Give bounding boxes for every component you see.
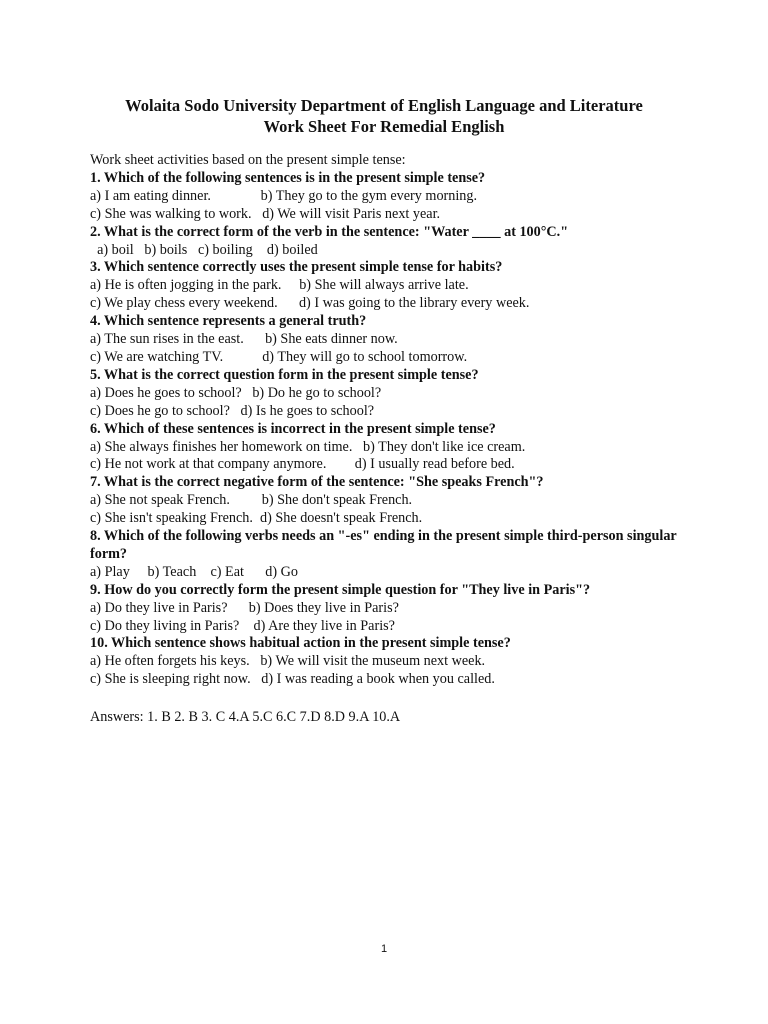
worksheet-title: Work Sheet For Remedial English xyxy=(263,117,505,136)
question-7: 7. What is the correct negative form of the sentence: "She speaks French"? xyxy=(90,474,544,491)
question-1: 1. Which of the following sentences is in the present simple tense? xyxy=(90,169,486,186)
question-5-options-row-1: a) Does he goes to school? b) Do he go to school? xyxy=(90,384,382,401)
question-2: 2. What is the correct form of the verb in the sentence: "Water ____ at 100°C." xyxy=(90,223,569,240)
intro-text: Work sheet activities based on the present simple tense: xyxy=(90,152,406,168)
question-3-options-row-1: a) He is often jogging in the park. b) She will always arrive late. xyxy=(90,277,469,294)
question-4: 4. Which sentence represents a general truth? xyxy=(90,313,367,330)
question-9-options-row-1: a) Do they live in Paris? b) Does they live in Paris? xyxy=(90,599,399,616)
question-1-options-row-2: c) She was walking to work. d) We will visit Paris next year. xyxy=(90,205,441,222)
question-10-options-row-1: a) He often forgets his keys. b) We will visit the museum next week. xyxy=(90,653,486,670)
question-8-options-row-1: a) Play b) Teach c) Eat d) Go xyxy=(90,563,298,580)
question-2-options-row-1: a) boil b) boils c) boiling d) boiled xyxy=(90,241,318,258)
answer-key: Answers: 1. B 2. B 3. C 4.A 5.C 6.C 7.D 8.D 9.A 10.A xyxy=(90,709,401,725)
question-9: 9. How do you correctly form the present simple question for "They live in Paris"? xyxy=(90,581,591,598)
question-10: 10. Which sentence shows habitual action in the present simple tense? xyxy=(90,635,511,652)
question-3: 3. Which sentence correctly uses the present simple tense for habits? xyxy=(90,259,503,276)
question-4-options-row-2: c) We are watching TV. d) They will go to school tomorrow. xyxy=(90,348,468,365)
question-3-options-row-2: c) We play chess every weekend. d) I was going to the library every week. xyxy=(90,295,530,312)
question-6-options-row-2: c) He not work at that company anymore. d) I usually read before bed. xyxy=(90,456,515,473)
page-number: 1 xyxy=(380,943,388,955)
question-6: 6. Which of these sentences is incorrect in the present simple tense? xyxy=(90,420,496,437)
question-4-options-row-1: a) The sun rises in the east. b) She eats dinner now. xyxy=(90,331,398,348)
university-title: Wolaita Sodo University Department of English Language and Literature xyxy=(125,96,643,115)
question-7-options-row-1: a) She not speak French. b) She don't speak French. xyxy=(90,492,413,509)
question-5-options-row-2: c) Does he go to school? d) Is he goes to school? xyxy=(90,402,375,419)
question-9-options-row-2: c) Do they living in Paris? d) Are they live in Paris? xyxy=(90,617,395,634)
question-1-options-row-1: a) I am eating dinner. b) They go to the gym every morning. xyxy=(90,187,478,204)
question-7-options-row-2: c) She isn't speaking French. d) She doesn't speak French. xyxy=(90,510,423,527)
question-5: 5. What is the correct question form in the present simple tense? xyxy=(90,366,479,383)
worksheet-body xyxy=(90,152,690,689)
question-6-options-row-1: a) She always finishes her homework on time. b) They don't like ice cream. xyxy=(90,438,526,455)
question-8: 8. Which of the following verbs needs an "-es" ending in the present simple third-person singular form? xyxy=(90,528,677,562)
question-10-options-row-2: c) She is sleeping right now. d) I was reading a book when you called. xyxy=(90,671,495,688)
